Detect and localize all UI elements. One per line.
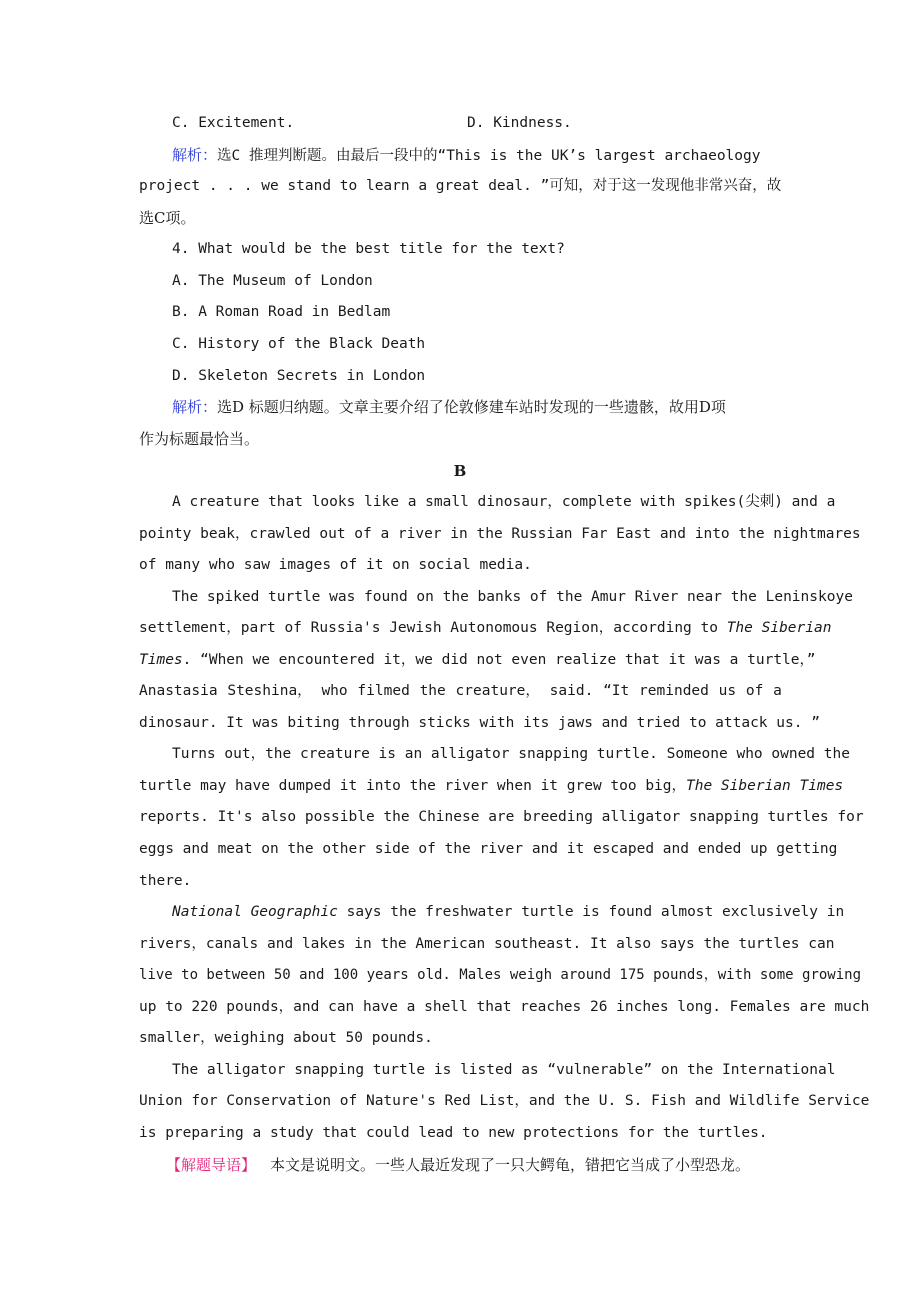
paragraph-5-line-1: The alligator snapping turtle is listed as “vulnerable” on the International [172,1062,836,1078]
q3-option-c: C. Excitement. [172,115,295,131]
q3-analysis-line-2: project . . . we stand to learn a great deal. ”可知，对于这一发现他非常兴奋，故 [139,178,782,194]
paragraph-2-line-1: The spiked turtle was found on the banks of the Amur River near the Leninskoye [172,589,853,605]
paragraph-2-line-5: dinosaur. It was biting through sticks with its jaws and tried to attack us. ” [139,715,820,731]
q3-analysis-line-3: 选C项。 [139,209,196,227]
paragraph-1-line-3: of many who saw images of it on social media. [139,557,532,573]
analysis-label: 解析： [172,146,218,164]
analysis-label: 解析： [172,398,218,416]
paragraph-1-line-1: A creature that looks like a small dinosaur，complete with spikes(尖刺) and a [172,494,836,510]
paragraph-3-line-2: turtle may have dumped it into the river when it grew too big，The Siberian Times [139,778,844,794]
q4-option-a: A. The Museum of London [172,273,373,289]
q3-option-d: D. Kindness. [467,115,572,131]
paragraph-3-line-3: reports. It's also possible the Chinese are breeding alligator snapping turtles for [139,809,864,825]
publication-title: National Geographic [172,904,338,920]
guide-line: 【解题导语】 本文是说明文。一些人最近发现了一只大鳄龟，错把它当成了小型恐龙。 [166,1156,751,1174]
paragraph-4-line-5: smaller，weighing about 50 pounds. [139,1030,433,1046]
paragraph-3-line-5: there. [139,873,192,889]
q4-option-d: D. Skeleton Secrets in London [172,368,426,384]
q4-option-c: C. History of the Black Death [172,336,426,352]
guide-label: 【解题导语】 [166,1156,257,1174]
paragraph-2-line-4: Anastasia Steshina， who filmed the creature， said. “It reminded us of a [139,683,782,699]
paragraph-2-line-3: Times. “When we encountered it，we did not even realize that it was a turtle，” [139,652,816,668]
section-heading: B [453,462,467,480]
paragraph-3-line-4: eggs and meat on the other side of the river and it escaped and ended up getting [139,841,838,857]
q4-question: 4. What would be the best title for the text? [172,241,565,257]
q3-analysis-line-1: 解析：选C 推理判断题。由最后一段中的“This is the UK’s largest archaeology [172,146,761,164]
paragraph-4-line-3: live to between 50 and 100 years old. Males weigh around 175 pounds，with some growing [139,967,862,983]
publication-title: Times [139,652,183,668]
paragraph-2-line-2: settlement，part of Russia's Jewish Autonomous Region，according to The Siberian [139,620,832,636]
paragraph-4-line-2: rivers，canals and lakes in the American southeast. It also says the turtles can [139,936,835,952]
q4-analysis-line-1: 解析：选D 标题归纳题。文章主要介绍了伦敦修建车站时发现的一些遗骸，故用D项 [172,398,726,416]
q4-analysis-line-2: 作为标题最恰当。 [139,430,260,448]
paragraph-3-line-1: Turns out，the creature is an alligator snapping turtle. Someone who owned the [172,746,850,762]
paragraph-5-line-2: Union for Conservation of Nature's Red List，and the U. S. Fish and Wildlife Service [139,1093,870,1109]
paragraph-5-line-3: is preparing a study that could lead to new protections for the turtles. [139,1125,768,1141]
paragraph-1-line-2: pointy beak，crawled out of a river in the Russian Far East and into the nightmares [139,526,861,542]
paragraph-4-line-1: National Geographic says the freshwater turtle is found almost exclusively in [172,904,845,920]
publication-title: The Siberian [726,620,832,636]
publication-title: The Siberian Times [686,778,844,794]
q4-option-b: B. A Roman Road in Bedlam [172,304,391,320]
paragraph-4-line-4: up to 220 pounds，and can have a shell that reaches 26 inches long. Females are much [139,999,870,1015]
